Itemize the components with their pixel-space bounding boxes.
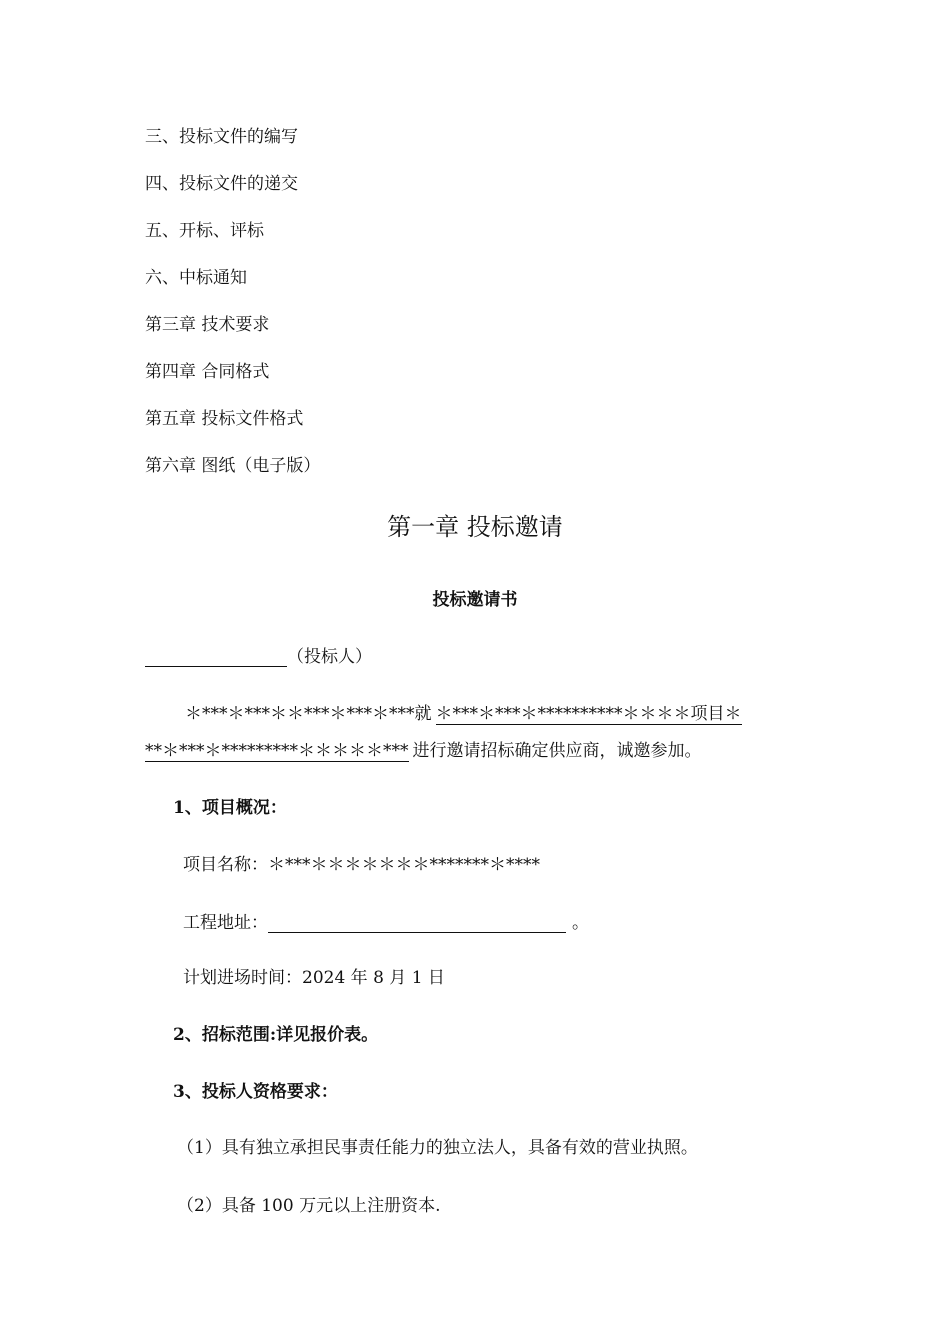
address-label: 工程地址： <box>183 913 268 933</box>
qualification-heading: 3、投标人资格要求： <box>173 1082 338 1102</box>
project-name-row <box>183 855 540 875</box>
toc-item: 四、投标文件的递交 <box>145 174 298 194</box>
project-name-underlined-cont: **＊***＊*********＊＊＊＊＊*** <box>145 741 409 761</box>
bidder-line <box>145 646 372 667</box>
project-name-label: 项目名称： <box>183 855 268 875</box>
project-name-underlined: ＊***＊***＊**********＊＊＊＊项目＊ <box>435 704 742 724</box>
toc-item: 第五章 投标文件格式 <box>145 409 304 429</box>
toc-item: 第六章 图纸（电子版） <box>145 456 321 476</box>
toc-item: 五、开标、评标 <box>145 221 264 241</box>
invitation-text: 进行邀请招标确定供应商，诚邀参加。 <box>412 741 702 761</box>
address-suffix: 。 <box>572 913 589 933</box>
invitation-paragraph-line2 <box>145 741 702 762</box>
toc-item: 三、投标文件的编写 <box>145 127 298 147</box>
chapter-title: 第一章 投标邀请 <box>387 513 563 541</box>
toc-item: 六、中标通知 <box>145 268 247 288</box>
bidder-blank <box>145 646 287 667</box>
bidder-suffix: （投标人） <box>287 647 372 667</box>
overview-heading: 1、项目概况： <box>173 798 287 818</box>
qualification-item: （1）具有独立承担民事责任能力的独立法人，具备有效的营业执照。 <box>177 1138 698 1158</box>
project-name-value: ＊***＊＊＊＊＊＊＊*******＊**** <box>268 855 540 875</box>
toc-item: 第四章 合同格式 <box>145 362 270 382</box>
inviter-name: ＊***＊***＊＊***＊***＊***就 <box>185 704 432 724</box>
scope-heading: 2、招标范围:详见报价表。 <box>173 1025 379 1045</box>
toc-item: 第三章 技术要求 <box>145 315 270 335</box>
invitation-title: 投标邀请书 <box>432 590 518 610</box>
schedule-row: 计划进场时间：2024 年 8 月 1 日 <box>183 968 445 988</box>
invitation-paragraph-line1 <box>185 704 742 725</box>
address-blank <box>268 912 566 933</box>
address-row <box>183 912 589 933</box>
qualification-item: （2）具备 100 万元以上注册资本. <box>177 1196 441 1216</box>
